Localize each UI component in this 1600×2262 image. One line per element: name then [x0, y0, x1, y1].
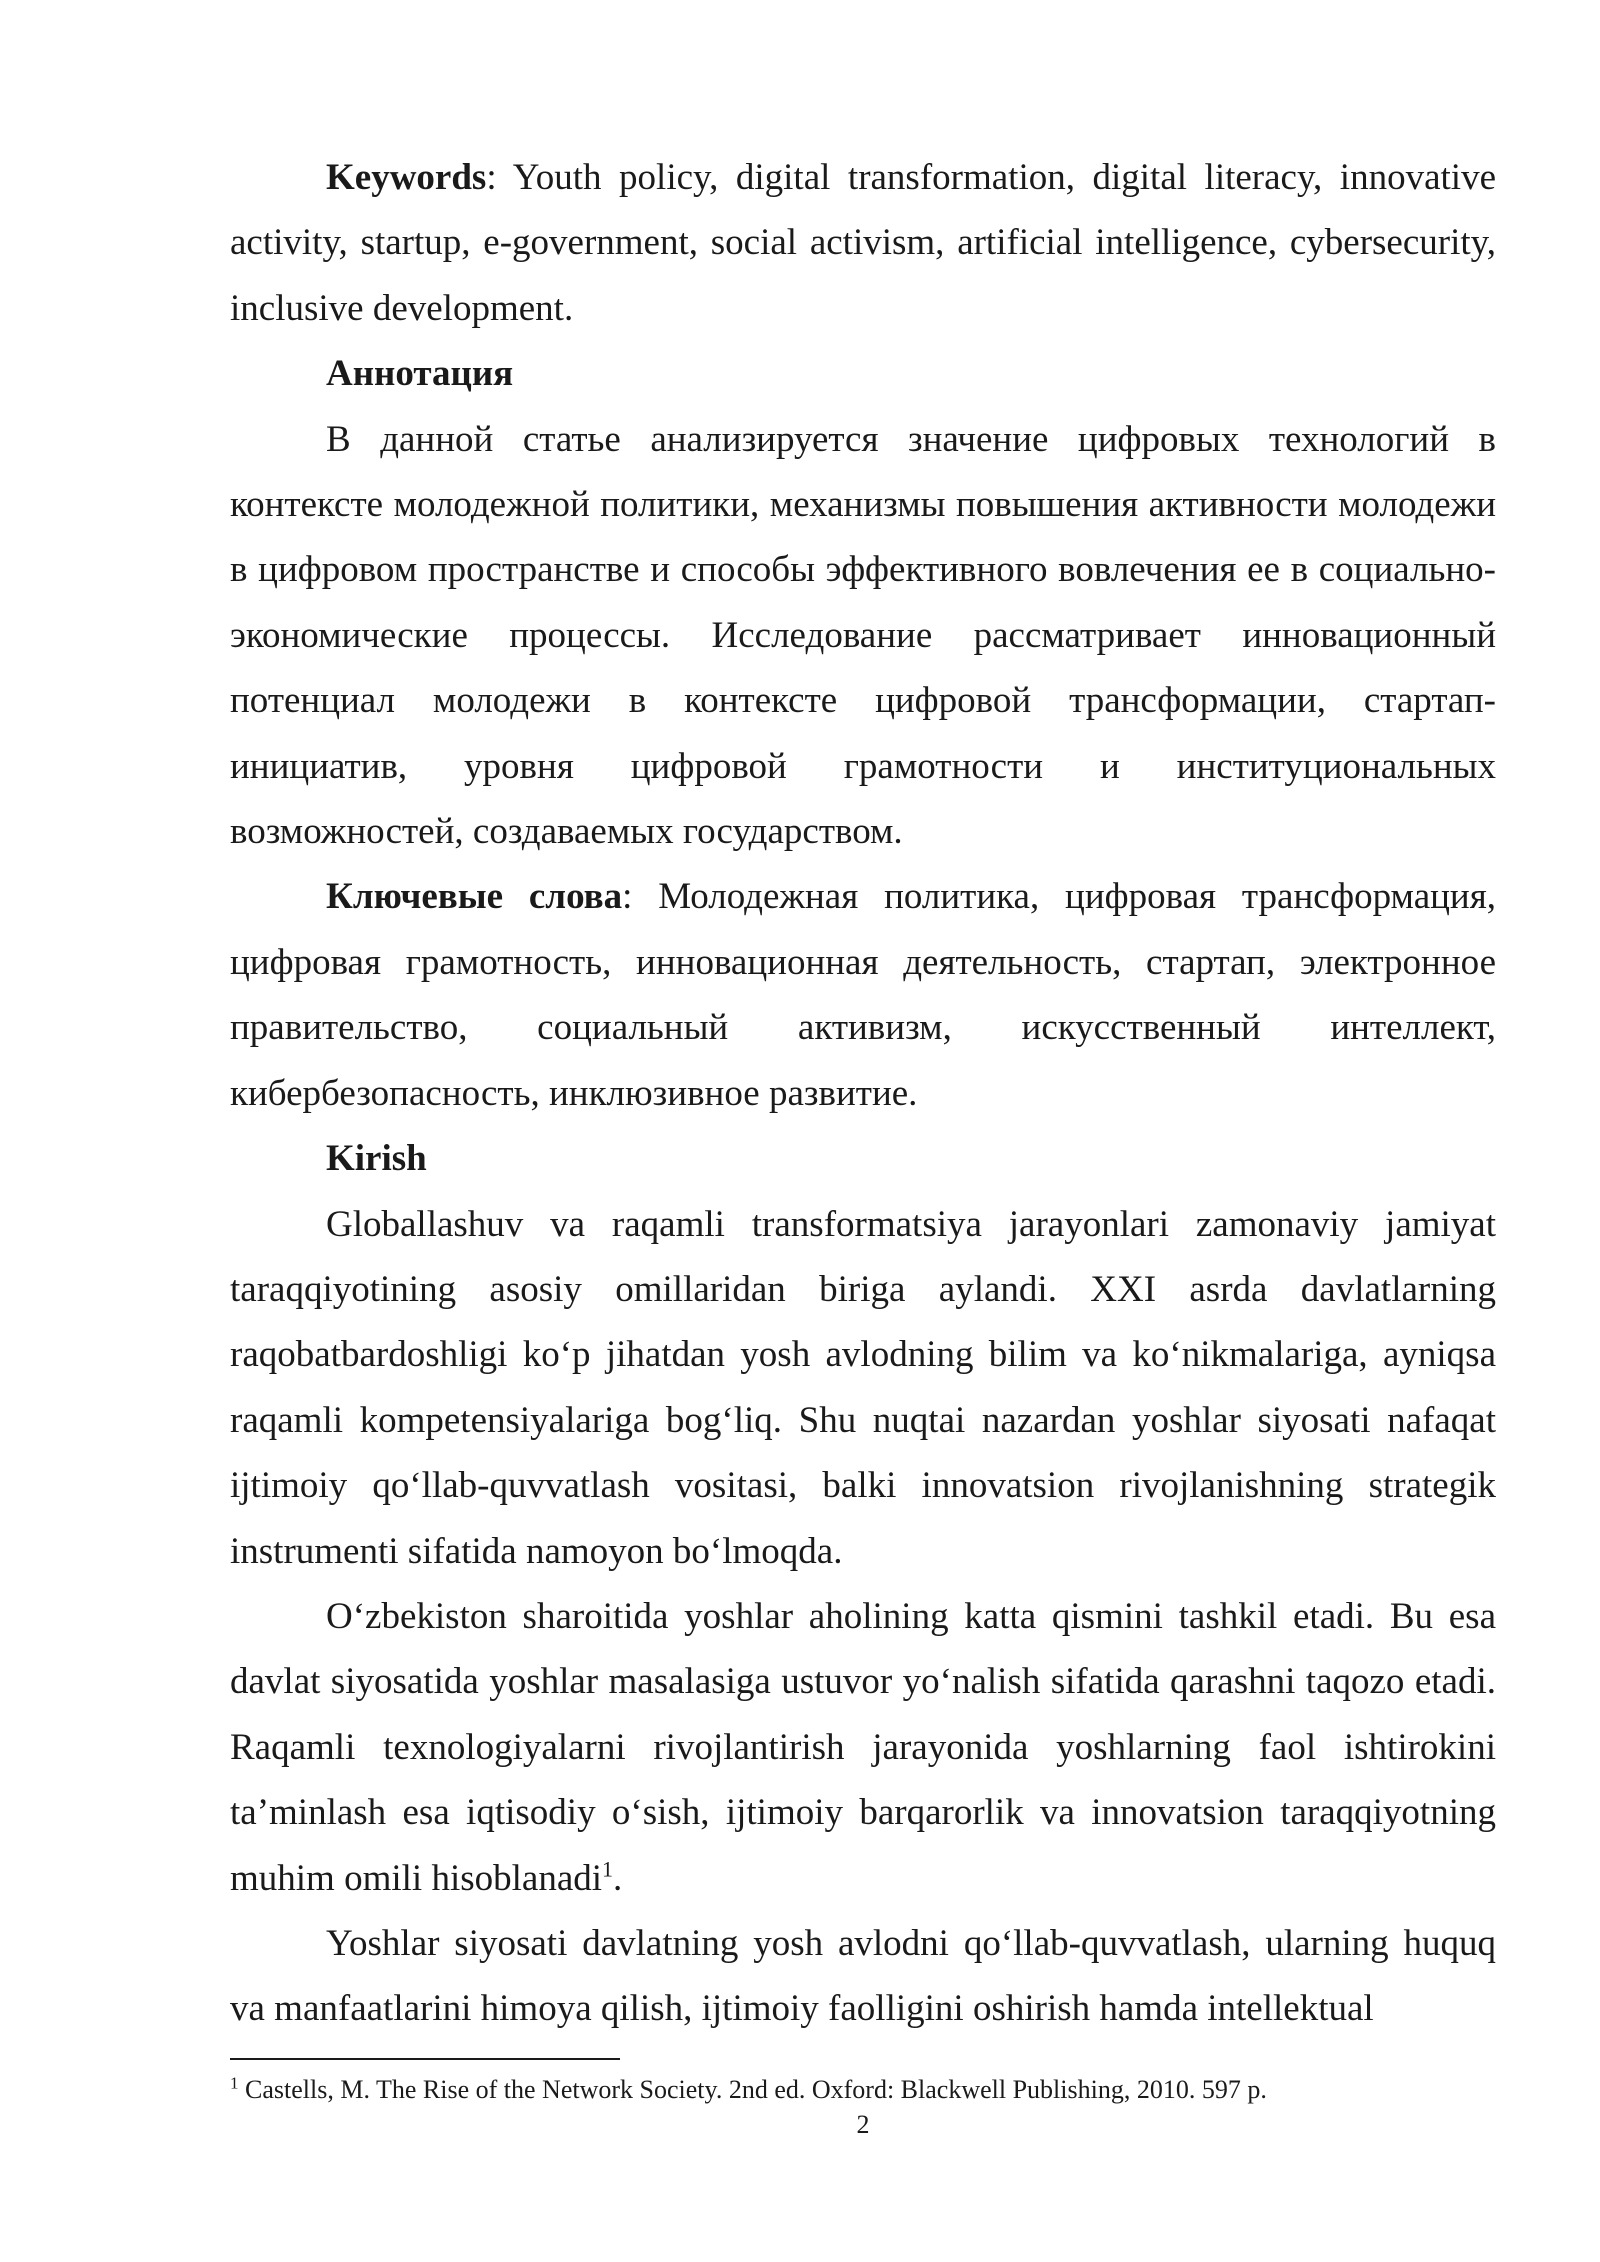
keywords-en-label: Keywords — [326, 157, 487, 198]
footnote-marker: 1 — [230, 2073, 239, 2093]
intro-paragraph-2-text: O‘zbekiston sharoitida yoshlar aholining katta qismini tashkil etadi. Bu esa davlat siyosatida yoshlar masalasiga ustuvor yo‘nalish sifatida qarashni taqozo etadi. Raqamli texnologiyalarni rivojlantirish jarayonida yoshlarning faol ishtirokini ta’minlash esa iqtisodiy o‘sish, ijtimoiy barqarorlik va innovatsion taraqqiyotning muhim omili hisoblanadi — [230, 1595, 1496, 1899]
intro-heading: Kirish — [326, 1138, 427, 1180]
keywords-ru-text: : Молодежная политика, цифровая трансформация, цифровая грамотность, инновационная деятельность, стартап, электронное правительство, социальный активизм, искусственный интеллект, кибербезопасность, инклюзивное развитие. — [230, 876, 1496, 1114]
annotation-paragraph: В данной статье анализируется значение цифровых технологий в контексте молодежной политики, механизмы повышения активности молодежи в цифровом пространстве и способы эффективного вовлечения ее в социально-экономические процессы. Исследование рассматривает инновационный потенциал молодежи в контексте цифровой трансформации, стартап-инициатив, уровня цифровой грамотности и институциональных возможностей, создаваемых государством. — [230, 418, 1496, 853]
keywords-ru-paragraph — [230, 864, 1496, 1126]
annotation-heading: Аннотация — [326, 353, 514, 395]
footnote-text: Castells, M. The Rise of the Network Society. 2nd ed. Oxford: Blackwell Publishing, 2010. 597 p. — [238, 2075, 1267, 2104]
intro-paragraph-1: Globallashuv va raqamli transformatsiya jarayonlari zamonaviy jamiyat taraqqiyotining asosiy omillaridan biriga aylandi. XXI asrda davlatlarning raqobatbardoshligi ko‘p jihatdan yosh avlodning bilim va ko‘nikmalariga, ayniqsa raqamli kompetensiyalariga bog‘liq. Shu nuqtai nazardan yoshlar siyosati nafaqat ijtimoiy qo‘llab-quvvatlash vositasi, balki innovatsion rivojlanishning strategik instrumenti sifatida namoyon bo‘lmoqda. — [230, 1203, 1496, 1572]
intro-paragraph-3: Yoshlar siyosati davlatning yosh avlodni qo‘llab-quvvatlash, ularning huquq va manfaatlarini himoya qilish, ijtimoiy faolligini oshirish hamda intellektual — [230, 1922, 1496, 2030]
keywords-ru-label: Ключевые слова — [326, 876, 623, 918]
keywords-en-text: : Youth policy, digital transformation, digital literacy, innovative activity, startup, e-government, social activism, artificial intelligence, cybersecurity, inclusive development. — [230, 157, 1496, 329]
footnote — [230, 2073, 1496, 2107]
footnote-reference[interactable]: 1 — [602, 1856, 614, 1882]
document-body — [230, 145, 1496, 2042]
footnote-separator — [230, 2058, 620, 2060]
intro-paragraph-2 — [230, 1584, 1496, 1911]
intro-paragraph-2-end: . — [613, 1857, 623, 1899]
page-number: 2 — [856, 2110, 870, 2139]
keywords-en-paragraph — [230, 145, 1496, 341]
